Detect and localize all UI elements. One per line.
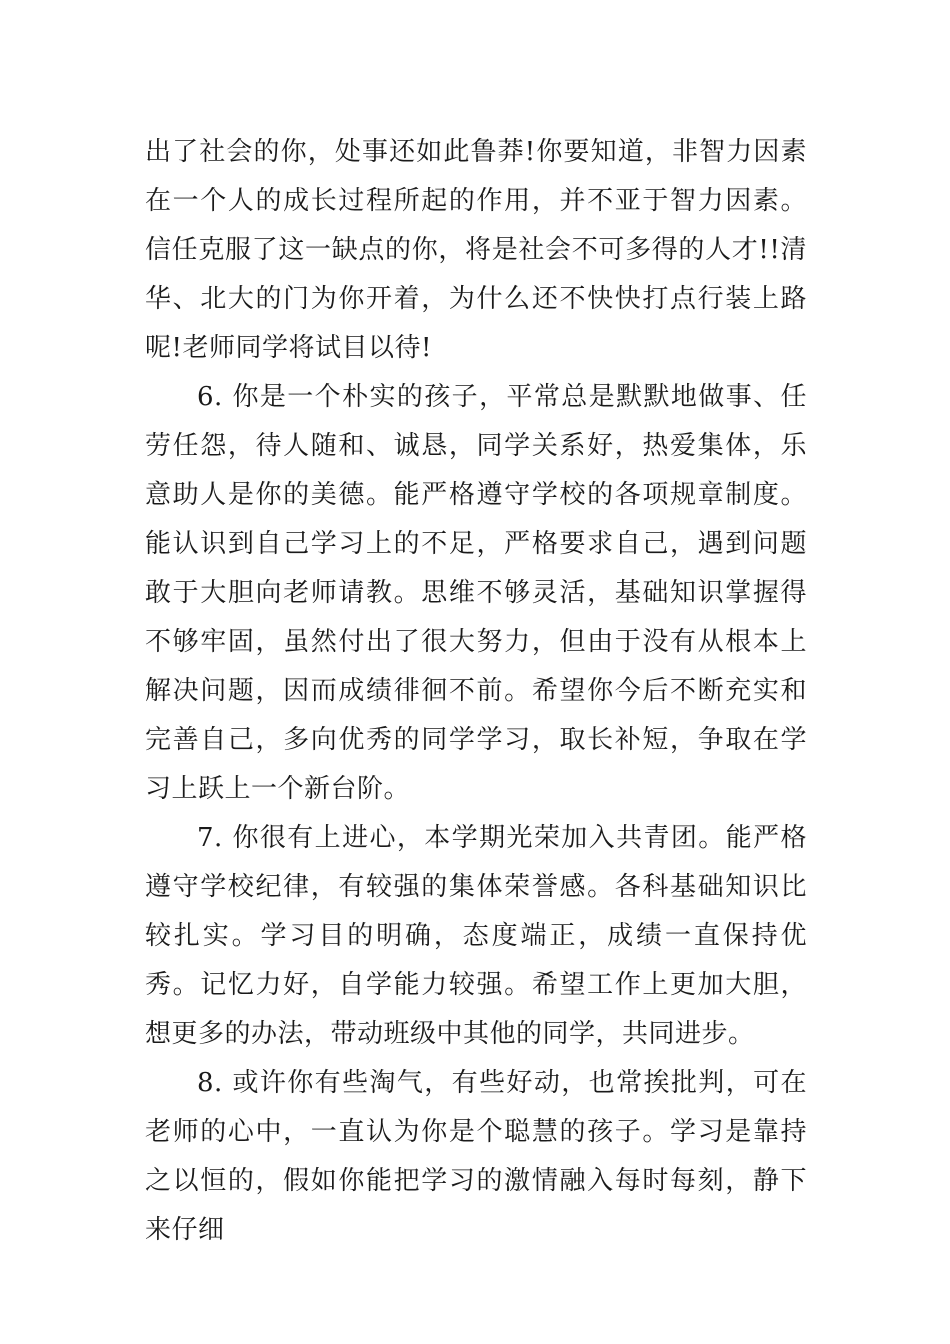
paragraph-continuation: 出了社会的你，处事还如此鲁莽!你要知道，非智力因素在一个人的成长过程所起的作用，并不亚于智力因素。信任克服了这一缺点的你，将是社会不可多得的人才!!清华、北大的门为你开着，为什么还不快快打点行装上路呢!老师同学将试目以待! — [145, 137, 807, 363]
paragraph-item-7: 7. 你很有上进心，本学期光荣加入共青团。能严格遵守学校纪律，有较强的集体荣誉感。各科基础知识比较扎实。学习目的明确，态度端正，成绩一直保持优秀。记忆力好，自学能力较强。希望工作上更加大胆，想更多的办法，带动班级中其他的同学，共同进步。 — [145, 823, 807, 1049]
document-body — [145, 128, 807, 1255]
paragraph-item-8: 8. 或许你有些淘气，有些好动，也常挨批判，可在老师的心中，一直认为你是个聪慧的孩子。学习是靠持之以恒的，假如你能把学习的激情融入每时每刻，静下来仔细 — [145, 1068, 807, 1245]
paragraph-item-6: 6. 你是一个朴实的孩子，平常总是默默地做事、任劳任怨，待人随和、诚恳，同学关系好，热爱集体，乐意助人是你的美德。能严格遵守学校的各项规章制度。能认识到自己学习上的不足，严格要求自己，遇到问题敢于大胆向老师请教。思维不够灵活，基础知识掌握得不够牢固，虽然付出了很大努力，但由于没有从根本上解决问题，因而成绩徘徊不前。希望你今后不断充实和完善自己，多向优秀的同学学习，取长补短，争取在学习上跃上一个新台阶。 — [145, 382, 807, 804]
